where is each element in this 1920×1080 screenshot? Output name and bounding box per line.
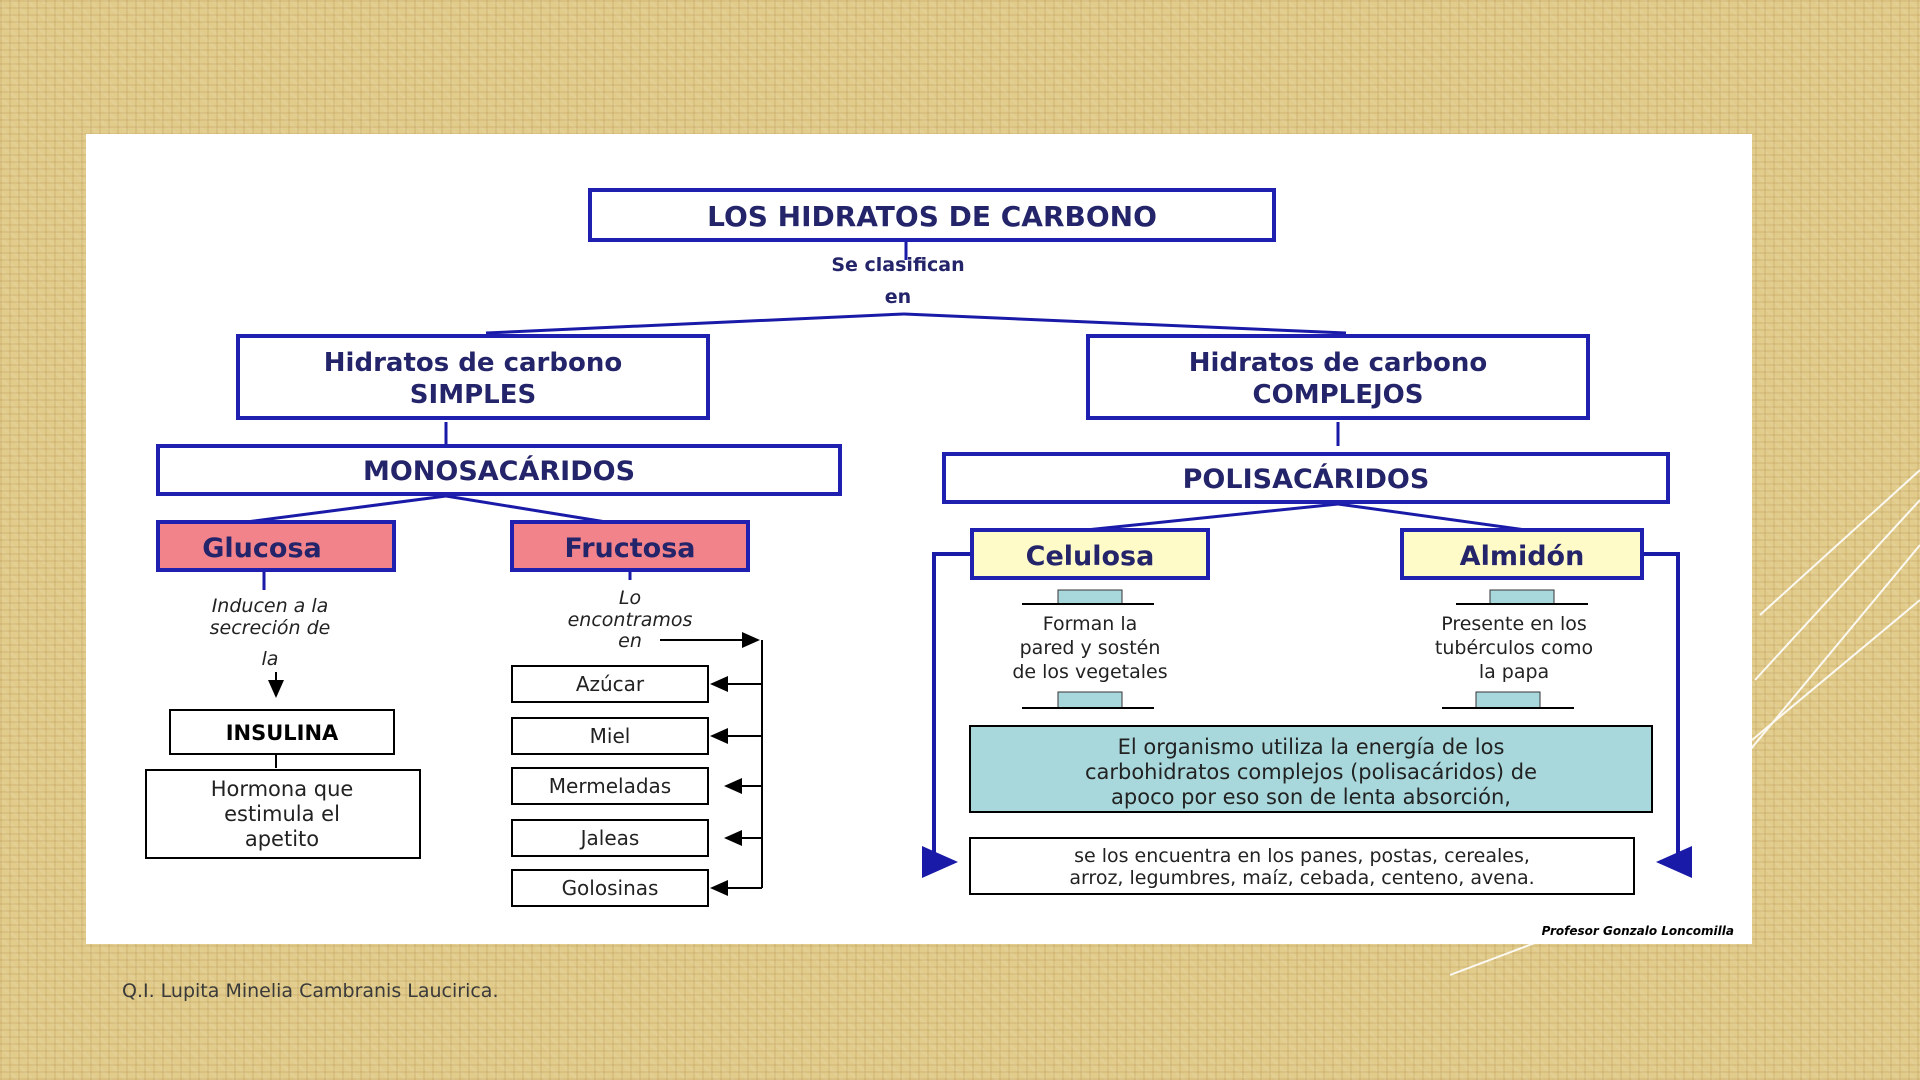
carbohydrate-concept-map bbox=[86, 134, 1752, 944]
diagram-title: LOS HIDRATOS DE CARBONO bbox=[707, 200, 1157, 233]
almidon-label: Almidón bbox=[1459, 541, 1585, 572]
glucosa-label: Glucosa bbox=[202, 533, 322, 564]
simples-line2: SIMPLES bbox=[409, 380, 537, 410]
energia-line-1: El organismo utiliza la energía de los bbox=[1117, 735, 1505, 759]
encuentra-line-1: se los encuentra en los panes, postas, cereales, bbox=[1074, 845, 1530, 867]
footer-author: Q.I. Lupita Minelia Cambranis Laucirica. bbox=[122, 980, 499, 1002]
celulosa-desc-3: de los vegetales bbox=[1012, 661, 1168, 683]
classify-text-1: Se clasifican bbox=[831, 254, 965, 276]
hormona-line-2: estimula el bbox=[224, 802, 340, 826]
encontramos-line-2: encontramos bbox=[567, 609, 693, 631]
diagram-panel bbox=[86, 134, 1752, 944]
almidon-desc-2: tubérculos como bbox=[1434, 637, 1594, 659]
food-item-4: Jaleas bbox=[580, 826, 640, 850]
hormona-line-1: Hormona que bbox=[210, 777, 354, 801]
encontramos-line-1: Lo bbox=[618, 587, 642, 609]
insulina-label: INSULINA bbox=[225, 721, 339, 745]
simples-line1: Hidratos de carbono bbox=[323, 348, 623, 378]
induce-line-3: la bbox=[261, 648, 279, 670]
almidon-desc-1: Presente en los bbox=[1441, 613, 1587, 635]
celulosa-label: Celulosa bbox=[1025, 541, 1155, 572]
encuentra-line-2: arroz, legumbres, maíz, cebada, centeno, avena. bbox=[1069, 867, 1535, 889]
left-side-arrow bbox=[934, 554, 972, 862]
polisacaridos-label: POLISACÁRIDOS bbox=[1182, 464, 1430, 495]
fructosa-label: Fructosa bbox=[564, 533, 696, 564]
complejos-line1: Hidratos de carbono bbox=[1188, 348, 1488, 378]
monosacaridos-label: MONOSACÁRIDOS bbox=[362, 456, 636, 487]
almidon-desc-3: la papa bbox=[1478, 661, 1550, 683]
celulosa-desc-2: pared y sostén bbox=[1019, 637, 1161, 659]
induce-line-1: Inducen a la bbox=[211, 595, 329, 617]
classify-text-2: en bbox=[884, 286, 912, 308]
complejos-line2: COMPLEJOS bbox=[1252, 380, 1424, 410]
celulosa-desc-1: Forman la bbox=[1042, 613, 1138, 635]
encontramos-line-3: en bbox=[618, 630, 642, 652]
food-item-2: Miel bbox=[589, 724, 631, 748]
right-side-arrow bbox=[1642, 554, 1678, 862]
hormona-line-3: apetito bbox=[244, 827, 320, 851]
food-item-1: Azúcar bbox=[575, 672, 645, 696]
energia-line-2: carbohidratos complejos (polisacáridos) de bbox=[1084, 760, 1538, 784]
induce-line-2: secreción de bbox=[209, 617, 331, 639]
food-item-5: Golosinas bbox=[561, 876, 659, 900]
credit-text: Profesor Gonzalo Loncomilla bbox=[1541, 924, 1734, 938]
food-item-3: Mermeladas bbox=[548, 774, 672, 798]
energia-line-3: apoco por eso son de lenta absorción, bbox=[1111, 785, 1511, 809]
